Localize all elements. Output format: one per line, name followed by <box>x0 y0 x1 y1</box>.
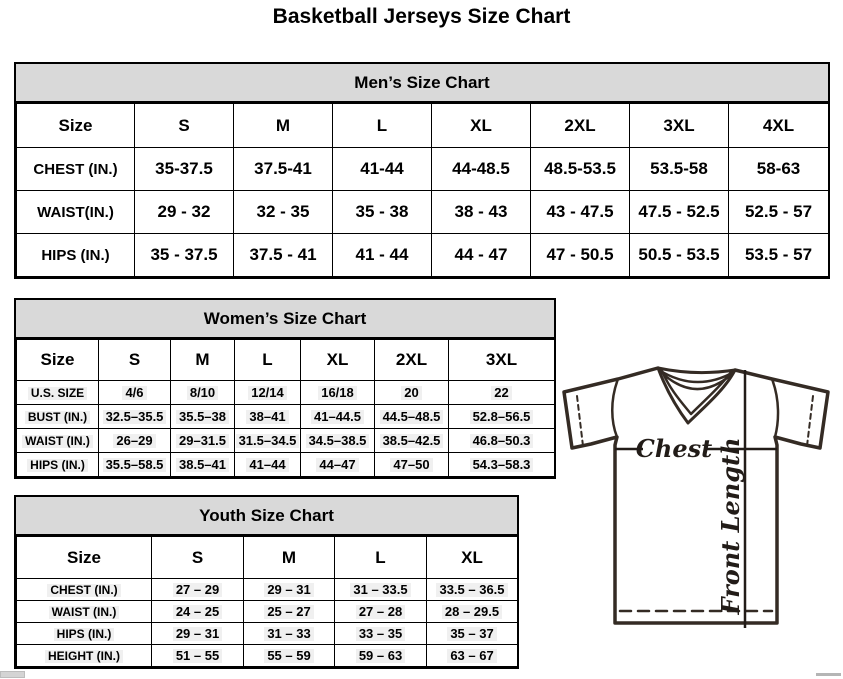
row-label: HIPS (IN.) <box>17 453 99 477</box>
cell-value: 58-63 <box>729 148 829 191</box>
table-row <box>17 405 555 429</box>
table-row <box>17 381 555 405</box>
table-row <box>17 579 518 601</box>
column-header: M <box>244 537 335 579</box>
cell-value: 24 – 25 <box>152 601 244 623</box>
column-header: 4XL <box>729 104 829 148</box>
table-row <box>17 429 555 453</box>
cell-value: 35 – 37 <box>427 623 518 645</box>
column-header: L <box>333 104 432 148</box>
cell-value: 46.8–50.3 <box>449 429 555 453</box>
cell-value: 29 – 31 <box>152 623 244 645</box>
cell-value: 55 – 59 <box>244 645 335 667</box>
collar-back-edge <box>658 368 735 373</box>
row-label: BUST (IN.) <box>17 405 99 429</box>
table-row <box>17 148 829 191</box>
cell-value: 41–44 <box>235 453 301 477</box>
cell-value: 54.3–58.3 <box>449 453 555 477</box>
cell-value: 35-37.5 <box>135 148 234 191</box>
column-header: L <box>335 537 427 579</box>
cell-value: 35 - 38 <box>333 191 432 234</box>
column-header: M <box>234 104 333 148</box>
row-label: HEIGHT (IN.) <box>17 645 152 667</box>
cell-value: 33.5 – 36.5 <box>427 579 518 601</box>
cell-value: 33 – 35 <box>335 623 427 645</box>
cell-value: 41 - 44 <box>333 234 432 277</box>
youth-header-row <box>17 537 518 579</box>
column-header: Size <box>17 104 135 148</box>
column-header: S <box>152 537 244 579</box>
cell-value: 53.5-58 <box>630 148 729 191</box>
youth-size-chart <box>14 495 519 669</box>
cell-value: 44.5–48.5 <box>375 405 449 429</box>
column-header: M <box>171 340 235 381</box>
horizontal-scrollbar-fragment[interactable] <box>816 673 841 676</box>
cell-value: 29 - 32 <box>135 191 234 234</box>
cell-value: 34.5–38.5 <box>301 429 375 453</box>
armhole-seam-right <box>772 379 778 437</box>
armhole-seam-left <box>612 379 618 437</box>
row-label: WAIST (IN.) <box>17 601 152 623</box>
column-header: S <box>99 340 171 381</box>
table-row <box>17 601 518 623</box>
cell-value: 32 - 35 <box>234 191 333 234</box>
cell-value: 38 - 43 <box>432 191 531 234</box>
jersey-measurement-diagram <box>555 362 840 662</box>
cell-value: 27 – 28 <box>335 601 427 623</box>
cell-value: 44–47 <box>301 453 375 477</box>
cell-value: 38.5–41 <box>171 453 235 477</box>
cell-value: 12/14 <box>235 381 301 405</box>
cell-value: 22 <box>449 381 555 405</box>
cell-value: 32.5–35.5 <box>99 405 171 429</box>
column-header: Size <box>17 537 152 579</box>
front-length-label: Front Length <box>716 437 745 615</box>
cell-value: 51 – 55 <box>152 645 244 667</box>
table-row <box>17 645 518 667</box>
cell-value: 31.5–34.5 <box>235 429 301 453</box>
youth-table <box>16 536 518 667</box>
column-header: XL <box>432 104 531 148</box>
cell-value: 52.8–56.5 <box>449 405 555 429</box>
row-label: CHEST (IN.) <box>17 148 135 191</box>
cell-value: 4/6 <box>99 381 171 405</box>
jersey-diagram-svg <box>555 362 840 652</box>
column-header: Size <box>17 340 99 381</box>
cell-value: 41-44 <box>333 148 432 191</box>
cell-value: 29–31.5 <box>171 429 235 453</box>
womens-header-row <box>17 340 555 381</box>
cell-value: 28 – 29.5 <box>427 601 518 623</box>
cell-value: 16/18 <box>301 381 375 405</box>
chest-label: Chest <box>635 434 713 463</box>
youth-chart-title: Youth Size Chart <box>16 497 517 536</box>
cell-value: 35.5–38 <box>171 405 235 429</box>
cell-value: 31 – 33.5 <box>335 579 427 601</box>
cell-value: 48.5-53.5 <box>531 148 630 191</box>
column-header: XL <box>301 340 375 381</box>
row-label: WAIST(IN.) <box>17 191 135 234</box>
cell-value: 26–29 <box>99 429 171 453</box>
cell-value: 20 <box>375 381 449 405</box>
row-label: WAIST (IN.) <box>17 429 99 453</box>
row-label: HIPS (IN.) <box>17 234 135 277</box>
cell-value: 25 – 27 <box>244 601 335 623</box>
row-label: U.S. SIZE <box>17 381 99 405</box>
table-row <box>17 234 829 277</box>
cell-value: 31 – 33 <box>244 623 335 645</box>
cell-value: 47 - 50.5 <box>531 234 630 277</box>
page-title: Basketball Jerseys Size Chart <box>272 5 571 28</box>
jersey-outline <box>564 368 828 623</box>
cell-value: 52.5 - 57 <box>729 191 829 234</box>
cell-value: 47–50 <box>375 453 449 477</box>
table-row <box>17 191 829 234</box>
mens-size-chart <box>14 62 830 279</box>
cell-value: 37.5 - 41 <box>234 234 333 277</box>
column-header: 3XL <box>449 340 555 381</box>
column-header: 3XL <box>630 104 729 148</box>
cell-value: 43 - 47.5 <box>531 191 630 234</box>
cell-value: 53.5 - 57 <box>729 234 829 277</box>
mens-header-row <box>17 104 829 148</box>
column-header: 2XL <box>531 104 630 148</box>
womens-chart-title: Women’s Size Chart <box>16 300 554 339</box>
cell-value: 27 – 29 <box>152 579 244 601</box>
cell-value: 63 – 67 <box>427 645 518 667</box>
womens-table <box>16 339 555 477</box>
cell-value: 38–41 <box>235 405 301 429</box>
cell-value: 35 - 37.5 <box>135 234 234 277</box>
table-row <box>17 453 555 477</box>
cell-value: 47.5 - 52.5 <box>630 191 729 234</box>
horizontal-scrollbar-thumb[interactable] <box>0 671 25 678</box>
cell-value: 35.5–58.5 <box>99 453 171 477</box>
row-label: CHEST (IN.) <box>17 579 152 601</box>
row-label: HIPS (IN.) <box>17 623 152 645</box>
mens-chart-title: Men’s Size Chart <box>16 64 828 103</box>
mens-table <box>16 103 829 277</box>
cell-value: 38.5–42.5 <box>375 429 449 453</box>
cell-value: 59 – 63 <box>335 645 427 667</box>
cuff-dashed-line-right <box>807 396 813 446</box>
cell-value: 44-48.5 <box>432 148 531 191</box>
cuff-dashed-line-left <box>577 396 583 446</box>
cell-value: 44 - 47 <box>432 234 531 277</box>
cell-value: 41–44.5 <box>301 405 375 429</box>
cell-value: 8/10 <box>171 381 235 405</box>
cell-value: 50.5 - 53.5 <box>630 234 729 277</box>
cell-value: 29 – 31 <box>244 579 335 601</box>
table-row <box>17 623 518 645</box>
column-header: S <box>135 104 234 148</box>
column-header: 2XL <box>375 340 449 381</box>
column-header: XL <box>427 537 518 579</box>
column-header: L <box>235 340 301 381</box>
womens-size-chart <box>14 298 556 479</box>
cell-value: 37.5-41 <box>234 148 333 191</box>
